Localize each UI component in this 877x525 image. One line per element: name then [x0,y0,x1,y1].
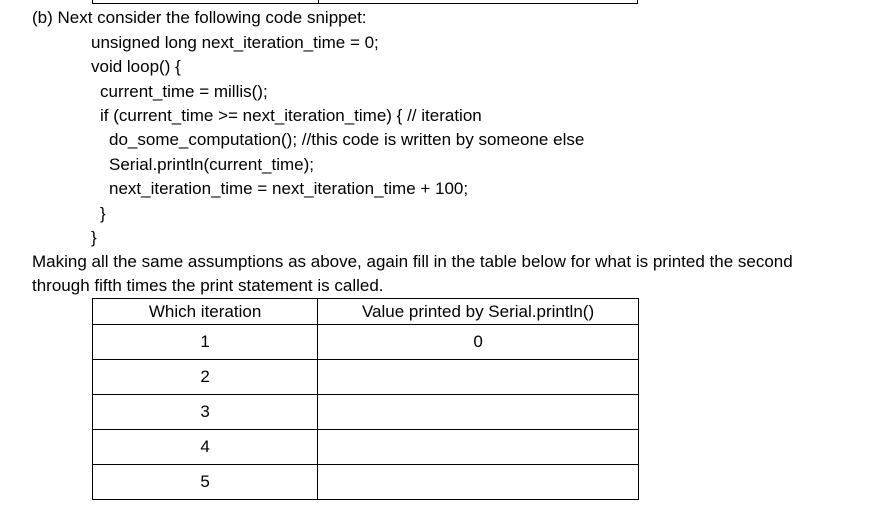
header-value-printed: Value printed by Serial.println() [318,299,639,325]
table-header-row [93,299,639,325]
table-row [93,325,639,360]
previous-table-divider [318,0,319,4]
previous-table-bottom-edge [92,0,638,4]
header-which-iteration: Which iteration [93,299,318,325]
value-cell[interactable] [318,395,639,430]
iteration-cell: 3 [93,395,318,430]
value-cell[interactable] [318,430,639,465]
iteration-cell: 2 [93,360,318,395]
table-row [93,395,639,430]
value-cell: 0 [318,325,639,360]
instruction-line-2: through fifth times the print statement is called. [32,276,384,295]
value-cell[interactable] [318,465,639,500]
value-cell[interactable] [318,360,639,395]
question-intro: (b) Next consider the following code snippet: [32,8,367,27]
table-row [93,360,639,395]
code-line-5: do_some_computation(); //this code is written by someone else [109,130,585,149]
answer-table [92,298,639,500]
code-line-1: unsigned long next_iteration_time = 0; [91,33,379,52]
code-line-9: } [91,228,97,247]
code-line-3: current_time = millis(); [100,82,268,101]
code-line-2: void loop() { [91,57,181,76]
table-row [93,465,639,500]
iteration-cell: 1 [93,325,318,360]
instruction-line-1: Making all the same assumptions as above, again fill in the table below for what is printed the second [32,252,793,271]
code-line-7: next_iteration_time = next_iteration_time + 100; [109,179,469,198]
iteration-cell: 4 [93,430,318,465]
iteration-cell: 5 [93,465,318,500]
table-row [93,430,639,465]
code-line-8: } [100,204,106,223]
code-line-4: if (current_time >= next_iteration_time) { // iteration [100,106,482,125]
code-line-6: Serial.println(current_time); [109,155,315,174]
